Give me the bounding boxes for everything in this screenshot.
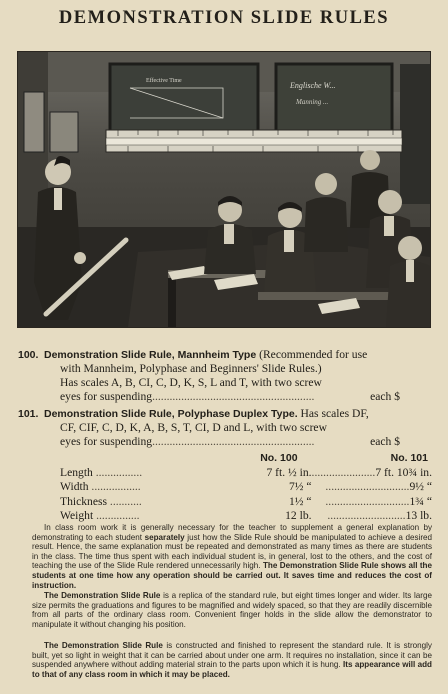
paragraph-text: just how the Slide Rule should be manipulated to achieve a desired result. Hence, the same explanation must be repeated and demonstrated as many times as there are students in the class. The time thus spent with each individual student is, in general, lost to the others, and the cost of teaching the use of the Slide Rule rendered unnecessarily high. — [32, 532, 433, 571]
spec-value-100: 7 ft. ½ in. — [266, 465, 312, 479]
spec-label: Weight — [60, 509, 94, 523]
classroom-photo — [17, 51, 431, 328]
paragraph-text: is a replica of the standard rule, but eight times longer and wider. Its large size permits the graduations and figures to be magnified and widely spaced, so that they are readily discernible from all parts of the ordinary class room. Convenient finger holds in the slide allow the demonstrator to manipulate it without changing his position. — [32, 591, 432, 629]
board-text-left: Effective Time — [146, 78, 182, 84]
item-name: Demonstration Slide Rule, Polyphase Duplex Type. — [44, 408, 298, 420]
item-description: with Mannheim, Polyphase and Beginners' Slide Rules.) — [60, 362, 322, 375]
item-price: each $ — [370, 390, 400, 403]
board-text-right-1: Englische W... — [290, 81, 336, 90]
spec-row: Length ................ 7 ft. ½ in. ......................7 ft. 10¾ in. — [60, 465, 432, 479]
paragraph-text: In class room work it is generally necessary for the teacher to supplement a general explanation by demonstrating to each student — [32, 523, 432, 542]
spec-label: Thickness — [60, 494, 108, 508]
spec-value-101: 9½ “ — [409, 480, 432, 494]
spec-value-100: 7½ “ — [289, 480, 312, 494]
spec-label: Length — [60, 465, 93, 479]
column-header: No. 101 — [390, 452, 428, 464]
spec-label: Width — [60, 480, 89, 494]
board-text-right-2: Manning ... — [296, 98, 329, 106]
item-description: Has scales DF, — [300, 407, 369, 420]
item-name: Demonstration Slide Rule, Mannheim Type — [44, 349, 257, 361]
paragraph-emphasis: separately — [144, 532, 185, 542]
paragraph-emphasis: Its appearance will add to that of any class room in which it may be placed. — [32, 660, 432, 679]
item-description: (Recommended for use — [259, 348, 368, 361]
spec-header-row — [60, 451, 432, 465]
item-price: each $ — [370, 435, 400, 448]
item-description: CF, CIF, C, D, K, A, B, S, T, CI, D and L, with two screw — [60, 421, 327, 434]
paragraph-emphasis: The Demonstration Slide Rule — [44, 641, 163, 650]
spec-value-101: 13 lb. — [405, 509, 432, 523]
page-title: DEMONSTRATION SLIDE RULES — [58, 8, 390, 28]
spec-value-100: 12 lb. — [285, 509, 312, 523]
spec-row: Width ................. 7½ “ .............................9½ “ — [60, 480, 432, 494]
paragraph-replica — [32, 591, 432, 629]
item-description: Has scales A, B, CI, C, D, K, S, L and T, with two screw — [60, 376, 322, 389]
product-item-100: 100. Demonstration Slide Rule, Mannheim Type (Recommended for use with Mannheim, Polyphase and Beginners' Slide Rules.) Has scales A, B, CI, C, D, K, S, L and T, with two screw eyes for suspending........................................................ each $ — [44, 348, 436, 404]
classroom-illustration — [18, 52, 430, 327]
paragraph-emphasis: The Demonstration Slide Rule shows all the students at one time how any operation should be carried out. It saves time and reduces the cost of instruction. — [32, 561, 433, 590]
paragraph-construction — [32, 641, 432, 679]
item-description: eyes for suspending — [60, 390, 153, 403]
item-description: eyes for suspending — [60, 435, 153, 448]
paragraph-text: is constructed and finished to represent the standard rule. It is strongly built, yet so light in weight that it can be carried about under one arm. It requires no installation, since it can be suspended anywhere without adding material strain to the parts upon which it is hung. — [32, 641, 432, 670]
spec-value-100: 1½ “ — [289, 494, 312, 508]
spec-row: Thickness ........... 1½ “ .............................1¾ “ — [60, 494, 432, 508]
spec-value-101: 1¾ “ — [409, 494, 432, 508]
paragraph-emphasis: The Demonstration Slide Rule — [44, 591, 161, 600]
spec-value-101: 7 ft. 10¾ in. — [375, 465, 432, 479]
spec-table — [60, 451, 432, 523]
column-header: No. 100 — [260, 452, 298, 464]
paragraph-classroom-work — [32, 523, 432, 590]
product-item-101: 101. Demonstration Slide Rule, Polyphase Duplex Type. Has scales DF, CF, CIF, C, D, K, A, B, S, T, CI, D and L, with two screw eyes for suspending........................................................ each $ — [44, 407, 436, 449]
spec-row: Weight ............... 12 lb. ...........................13 lb. — [60, 509, 432, 523]
item-number: 101. — [18, 408, 39, 420]
item-number: 100. — [18, 349, 39, 361]
